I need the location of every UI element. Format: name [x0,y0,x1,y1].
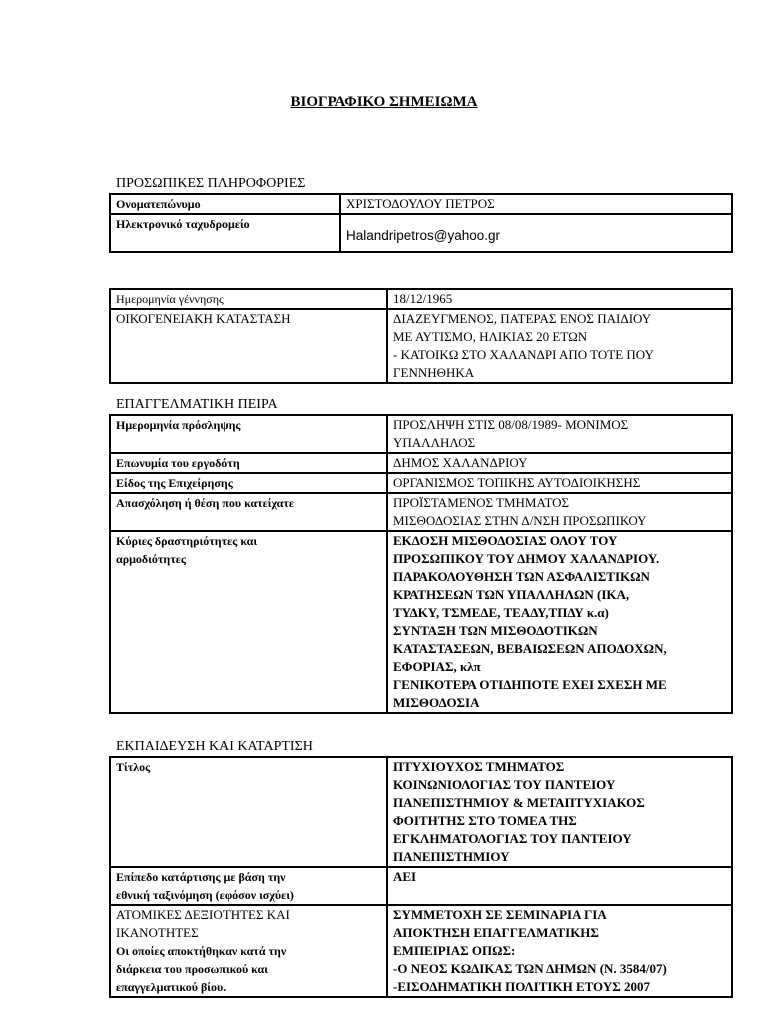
text-line: εθνική ταξινόμηση (εφόσον ισχύει) [116,888,294,902]
text-line: επαγγελματικού βίου. [116,980,227,994]
experience-table [109,414,733,714]
text-line: ΠΡΟΣΛΗΨΗ ΣΤΙΣ 08/08/1989- ΜΟΝΙΜΟΣ [393,417,629,432]
table-row [110,867,732,905]
text-line: αρμοδιότητες [116,552,186,566]
hire-date-label: Ημερομηνία πρόσληψης [110,415,387,453]
employer-label: Επωνυμία του εργοδότη [110,453,387,473]
business-type-label: Είδος της Επιχείρησης [110,473,387,493]
section-personal-heading: ΠΡΟΣΩΠΙΚΕΣ ΠΛΗΡΟΦΟΡΙΕΣ [116,176,306,191]
text-line: ΚΑΤΑΣΤΑΣΕΩΝ, ΒΕΒΑΙΩΣΕΩΝ ΑΠΟΔΟΧΩΝ, [393,641,667,656]
text-line: ΜΕ ΑΥΤΙΣΜΟ, ΗΛΙΚΙΑΣ 20 ΕΤΩΝ [393,329,588,344]
table-row [110,415,732,453]
text-line: ΚΡΑΤΗΣΕΩΝ ΤΩΝ ΥΠΑΛΛΗΛΩΝ (ΙΚΑ, [393,587,630,602]
text-line: Κύριες δραστηριότητες και [116,534,258,548]
table-row [110,309,732,383]
document-title: ΒΙΟΓΡΑΦΙΚΟ ΣΗΜΕΙΩΜΑ [290,94,478,110]
text-line: διάρκεια του προσωπικού και [116,962,268,976]
text-line: ΠΑΝΕΠΙΣΤΗΜΙΟΥ [393,849,510,864]
text-line: ΚΟΙΝΩΝΙΟΛΟΓΙΑΣ ΤΟΥ ΠΑΝΤΕΙΟΥ [393,777,616,792]
text-line: ΕΦΟΡΙΑΣ, κλπ [393,659,481,674]
text-line: ΦΟΙΤΗΤΗΣ ΣΤΟ ΤΟΜΕΑ ΤΗΣ [393,813,577,828]
table-row [110,905,732,997]
text-line: ΣΥΜΜΕΤΟΧΗ ΣΕ ΣΕΜΙΝΑΡΙΑ ΓΙΑ [393,907,607,922]
table-row [110,453,732,473]
table-row [110,194,732,214]
text-line: ΕΓΚΛΗΜΑΤΟΛΟΓΙΑΣ ΤΟΥ ΠΑΝΤΕΙΟΥ [393,831,632,846]
table-row [110,214,732,252]
family-status-label: ΟΙΚΟΓΕΝΕΙΑΚΗ ΚΑΤΑΣΤΑΣΗ [110,309,387,383]
text-line: ΠΡΟΪΣΤΑΜΕΝΟΣ ΤΜΗΜΑΤΟΣ [393,495,570,510]
text-line: ΓΕΝΙΚΟΤΕΡΑ ΟΤΙΔΗΠΟΤΕ ΕΧΕΙ ΣΧΕΣΗ ΜΕ [393,677,667,692]
duties-label [110,531,387,713]
name-label: Ονοματεπώνυμο [110,194,340,214]
text-line: ΕΚΔΟΣΗ ΜΙΣΘΟΔΟΣΙΑΣ ΟΛΟΥ ΤΟΥ [393,533,618,548]
birth-date-value: 18/12/1965 [387,289,732,309]
text-line: -Ο ΝΕΟΣ ΚΩΔΙΚΑΣ ΤΩΝ ΔΗΜΩΝ (Ν. 3584/07) [393,961,667,976]
skills-value [387,905,732,997]
table-row [110,289,732,309]
text-line: ΤΥΔΚΥ, ΤΣΜΕΔΕ, ΤΕΑΔΥ,ΤΠΔΥ κ.α) [393,605,609,620]
text-line: -ΕΙΣΟΔΗΜΑΤΙΚΗ ΠΟΛΙΤΙΚΗ ΕΤΟΥΣ 2007 [393,979,650,994]
section-education-heading: ΕΚΠΑΙΔΕΥΣΗ ΚΑΙ ΚΑΤΑΡΤΙΣΗ [116,739,313,754]
position-label: Απασχόληση ή θέση που κατείχατε [110,493,387,531]
training-level-label [110,867,387,905]
text-line: ΠΑΡΑΚΟΛΟΥΘΗΣΗ ΤΩΝ ΑΣΦΑΛΙΣΤΙΚΩΝ [393,569,650,584]
duties-value [387,531,732,713]
table-row [110,493,732,531]
text-line: ΑΠΟΚΤΗΣΗ ΕΠΑΓΓΕΛΜΑΤΙΚΗΣ [393,925,599,940]
table-row [110,531,732,713]
text-line: Οι οποίες αποκτήθηκαν κατά την [116,944,287,958]
text-line: ΠΤΥΧΙΟΥΧΟΣ ΤΜΗΜΑΤΟΣ [393,759,565,774]
personal-info-table [109,193,733,253]
email-cell [340,214,732,252]
skills-label [110,905,387,997]
text-line: ΠΑΝΕΠΙΣΤΗΜΙΟΥ & ΜΕΤΑΠΤΥΧΙΑΚΟΣ [393,795,645,810]
text-line: - ΚΑΤΟΙΚΩ ΣΤΟ ΧΑΛΑΝΔΡΙ ΑΠΟ ΤΟΤΕ ΠΟΥ [393,347,654,362]
degree-title-label: Τίτλος [110,757,387,867]
text-line: ΕΜΠΕΙΡΙΑΣ ΟΠΩΣ: [393,943,516,958]
birth-date-label: Ημερομηνία γέννησης [110,289,387,309]
text-line: ΙΚΑΝΟΤΗΤΕΣ [116,925,199,940]
birth-family-table [109,288,733,384]
degree-title-value [387,757,732,867]
text-line: ΓΕΝΝΗΘΗΚΑ [393,365,475,380]
text-line: ΑΤΟΜΙΚΕΣ ΔΕΞΙΟΤΗΤΕΣ ΚΑΙ [116,907,290,922]
text-line: ΠΡΟΣΩΠΙΚΟΥ ΤΟΥ ΔΗΜΟΥ ΧΑΛΑΝΔΡΙΟΥ. [393,551,660,566]
email-value[interactable]: Halandripetros@yahoo.gr [346,228,501,243]
text-line: Επίπεδο κατάρτισης με βάση την [116,870,286,884]
section-experience-heading: ΕΠΑΓΓΕΛΜΑΤΙΚΗ ΠΕΙΡΑ [116,397,278,412]
training-level-value: ΑΕΙ [387,867,732,905]
hire-date-value [387,415,732,453]
text-line: ΜΙΣΘΟΔΟΣΙΑ [393,695,480,710]
table-row [110,757,732,867]
text-line: ΣΥΝΤΑΞΗ ΤΩΝ ΜΙΣΘΟΔΟΤΙΚΩΝ [393,623,598,638]
position-value [387,493,732,531]
email-label: Ηλεκτρονικό ταχυδρομείο [110,214,340,252]
business-type-value: ΟΡΓΑΝΙΣΜΟΣ ΤΟΠΙΚΗΣ ΑΥΤΟΔΙΟΙΚΗΣΗΣ [387,473,732,493]
education-table [109,756,733,998]
text-line: ΜΙΣΘΟΔΟΣΙΑΣ ΣΤΗΝ Δ/ΝΣΗ ΠΡΟΣΩΠΙΚΟΥ [393,513,647,528]
employer-value: ΔΗΜΟΣ ΧΑΛΑΝΔΡΙΟΥ [387,453,732,473]
name-value: ΧΡΙΣΤΟΔΟΥΛΟΥ ΠΕΤΡΟΣ [340,194,732,214]
text-line: ΥΠΑΛΛΗΛΟΣ [393,435,476,450]
table-row [110,473,732,493]
family-status-value [387,309,732,383]
text-line: ΔΙΑΖΕΥΓΜΕΝΟΣ, ΠΑΤΕΡΑΣ ΕΝΟΣ ΠΑΙΔΙΟΥ [393,311,652,326]
